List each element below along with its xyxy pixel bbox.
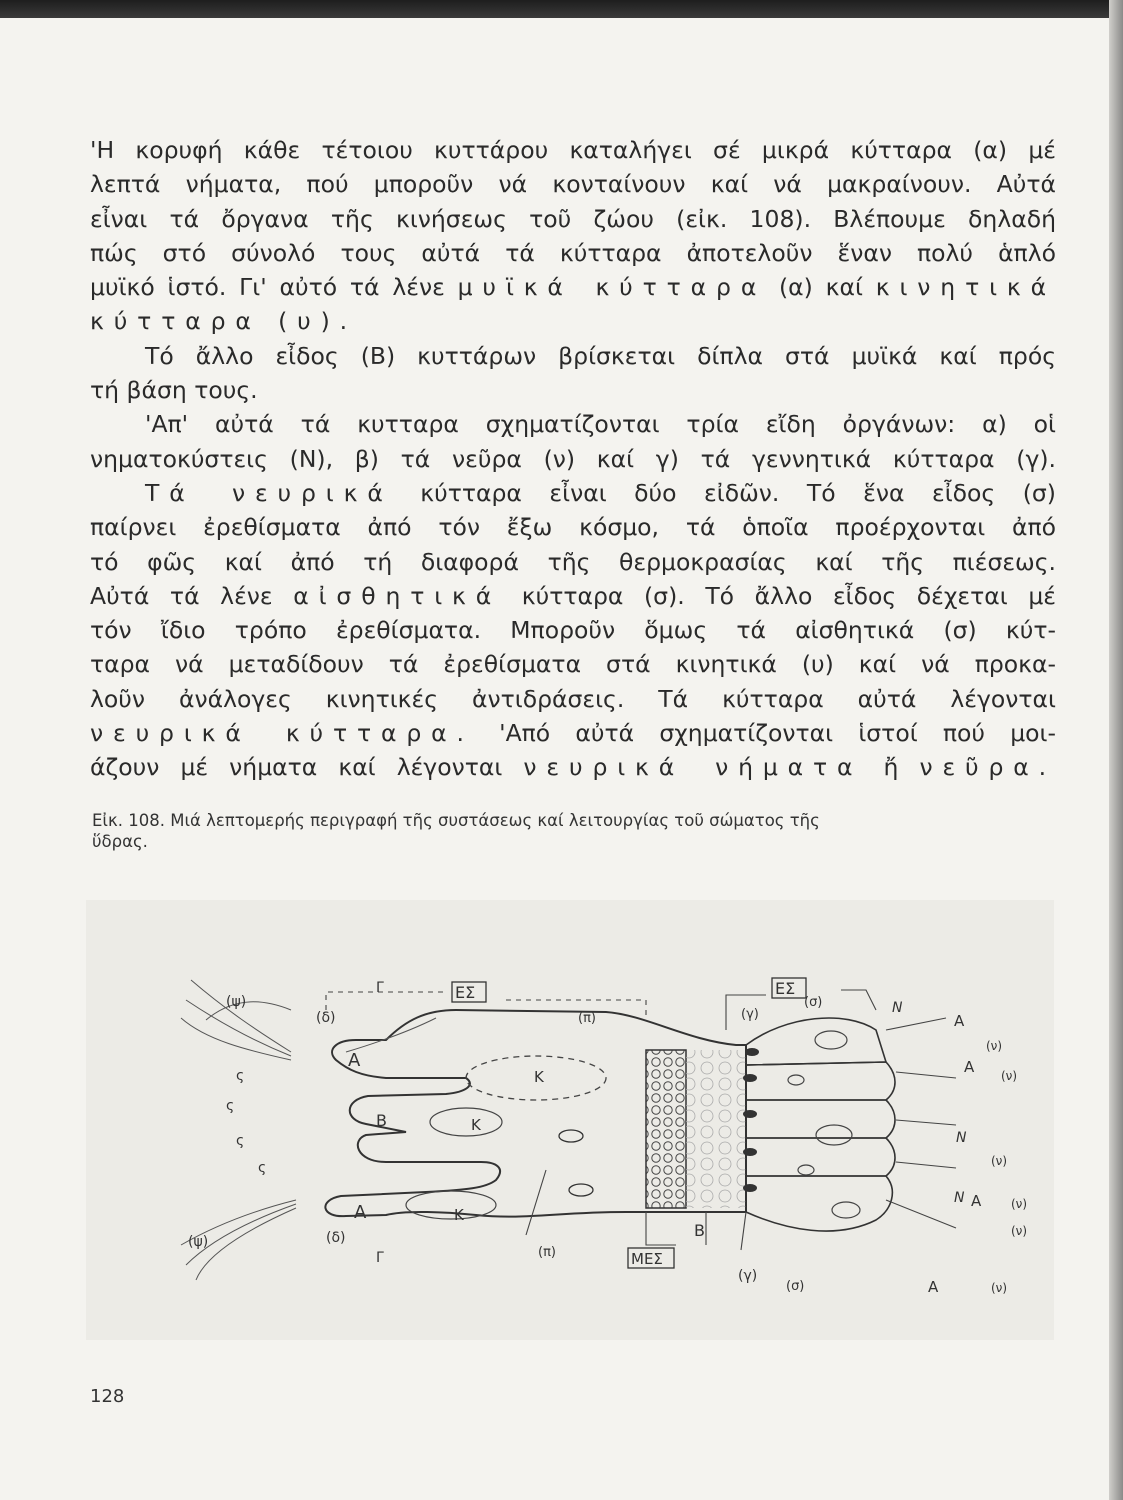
text-line [90,270,1056,304]
spaced-term: κύτταρα (υ). [90,307,357,336]
text-line [90,304,1056,338]
spaced-term: κινητικά [875,273,1056,302]
text-run: μυϊκό ἱστό. Γι' αὐτό τά λένε [90,273,445,302]
text-run: κύτταρα (σ). Τό ἄλλο εἶδος δέχεται μέ [521,581,1056,610]
text-line: λεπτά νήματα, πού μποροῦν νά κονταίνουν καί νά μακραίνουν. Αὐτά [90,170,1056,199]
label-b-right: Β [694,1221,705,1240]
label-s: ς [236,1133,245,1149]
label-nu: (ν) [1011,1197,1028,1211]
text-line: ταρα νά μεταδίδουν τά ἐρεθίσματα στά κινητικά (υ) καί νά προκα- [90,650,1056,679]
caption-line: ὕδρας. [92,832,148,851]
label-sigma-bottom: (σ) [786,1279,805,1294]
label-nu: (ν) [1001,1069,1018,1083]
label-b-left: Β [376,1111,387,1130]
spaced-term: μυϊκά κύτταρα [457,273,767,302]
text-run: Αὐτά τά λένε [90,581,273,610]
mesoglea-band [646,1050,686,1208]
label-sigma-top: (σ) [804,995,823,1010]
text-run: ἤ [883,753,899,782]
figure-caption [92,810,1052,852]
text-line: νηματοκύστεις (Ν), β) τά νεῦρα (ν) καί γ) τά γεννητικά κύτταρα (γ). [90,444,1056,473]
nematocysts [788,1031,860,1218]
text-line [90,716,1056,750]
label-nu: (ν) [986,1039,1003,1053]
hydra-diagram [86,900,1054,1340]
label-psi-top: (ψ) [226,994,247,1010]
label-k-upper: Κ [534,1068,544,1086]
spaced-term: νευρικά κύτταρα. [90,719,474,748]
label-delta-top: (δ) [316,1010,336,1026]
mes-label: ΜΕΣ [631,1250,663,1268]
spaced-term: νευρικά νήματα [523,753,863,782]
text-line: τή βάση τους. [90,376,258,405]
label-a-right: Α [954,1012,965,1030]
text-line: λοῦν ἀνάλογες κινητικές ἀντιδράσεις. Τά κύτταρα αὐτά λέγονται [90,684,1056,713]
label-g-top: Γ [376,980,384,996]
label-n: Ν [956,1130,967,1146]
text-line [90,750,1056,784]
text-line: τόν ἴδιο τρόπο ἐρεθίσματα. Μποροῦν ὅμως τά αἰσθητικά (σ) κύτ- [90,616,1056,645]
label-k-middle: Κ [471,1116,481,1134]
label-nu: (ν) [1011,1224,1028,1238]
label-k-lower: Κ [454,1206,464,1224]
text-run: (α) καί [779,273,863,302]
label-nu: (ν) [991,1281,1008,1295]
label-a-right: Α [964,1058,975,1076]
text-line: παίρνει ἐρεθίσματα ἀπό τόν ἔξω κόσμο, τά ὁποῖα προέρχονται ἀπό [90,513,1056,542]
cell-nucleus [559,1130,583,1142]
spaced-term: νεῦρα. [919,753,1056,782]
es-label: ΕΣ [455,983,476,1002]
label-gamma-bottom: (γ) [738,1268,758,1284]
text-run: κύτταρα εἶναι δύο εἰδῶν. Τό ἕνα εἶδος (σ) [420,478,1056,507]
page-number: 128 [90,1386,125,1407]
scan-right-edge [1109,0,1123,1500]
body-text [90,133,1056,785]
text-run: άζουν μέ νήματα καί λέγονται [90,753,503,782]
cell-layer [686,1050,746,1208]
label-a-upper: Α [348,1050,361,1071]
label-s: ς [236,1068,245,1084]
label-a-right: Α [971,1192,982,1210]
cell-nucleus [406,1191,496,1219]
label-pi-top: (π) [578,1011,596,1026]
spaced-term: αἰσθητικά [293,581,502,610]
es-label: ΕΣ [775,979,796,998]
label-gamma-top: (γ) [741,1007,759,1022]
text-run: 'Από αὐτά σχηματίζονται ἱστοί πού μοι- [499,719,1056,748]
label-a-lower: Α [354,1202,367,1223]
label-n: Ν [892,1000,903,1016]
text-line: 'Απ' αὐτά τά κυτταρα σχηματίζονται τρία εἴδη ὀργάνων: α) οἱ [145,410,1056,439]
text-line: πώς στό σύνολό τους αὐτά τά κύτταρα ἀποτελοῦν ἕναν πολύ ἁπλό [90,238,1056,267]
label-pi-bottom: (π) [538,1245,556,1260]
hydra-drawing [86,900,1054,1340]
epidermis-cells [746,1018,895,1231]
label-psi-bottom: (ψ) [188,1234,209,1250]
label-n: Ν [954,1190,965,1206]
scan-top-edge [0,0,1123,18]
label-a-right: Α [928,1278,939,1296]
label-g-bottom: Γ [376,1250,384,1266]
spaced-term: Τά νευρικά [145,478,393,507]
text-line [90,579,1056,613]
text-line [90,476,1056,510]
text-line: 'Η κορυφή κάθε τέτοιου κυττάρου καταλήγει σέ μικρά κύτταρα (α) μέ [90,136,1056,164]
label-nu: (ν) [991,1154,1008,1168]
caption-line: Εἰκ. 108. Μιά λεπτομερής περιγραφή τῆς συστάσεως καί λειτουργίας τοῦ σώματος τῆς [92,811,820,830]
cell-nucleus [430,1108,502,1136]
text-line: εἶναι τά ὄργανα τῆς κινήσεως τοῦ ζώου (εἰκ. 108). Βλέπουμε δηλαδή [90,204,1056,233]
text-line: τό φῶς καί ἀπό τή διαφορά τῆς θερμοκρασίας καί τῆς πιέσεως. [90,547,1056,576]
label-s: ς [258,1160,267,1176]
label-s: ς [226,1098,235,1114]
text-line: Τό ἄλλο εἶδος (Β) κυττάρων βρίσκεται δίπλα στά μυϊκά καί πρός [145,341,1056,370]
cell-nucleus [569,1184,593,1196]
label-delta-bottom: (δ) [326,1230,346,1246]
